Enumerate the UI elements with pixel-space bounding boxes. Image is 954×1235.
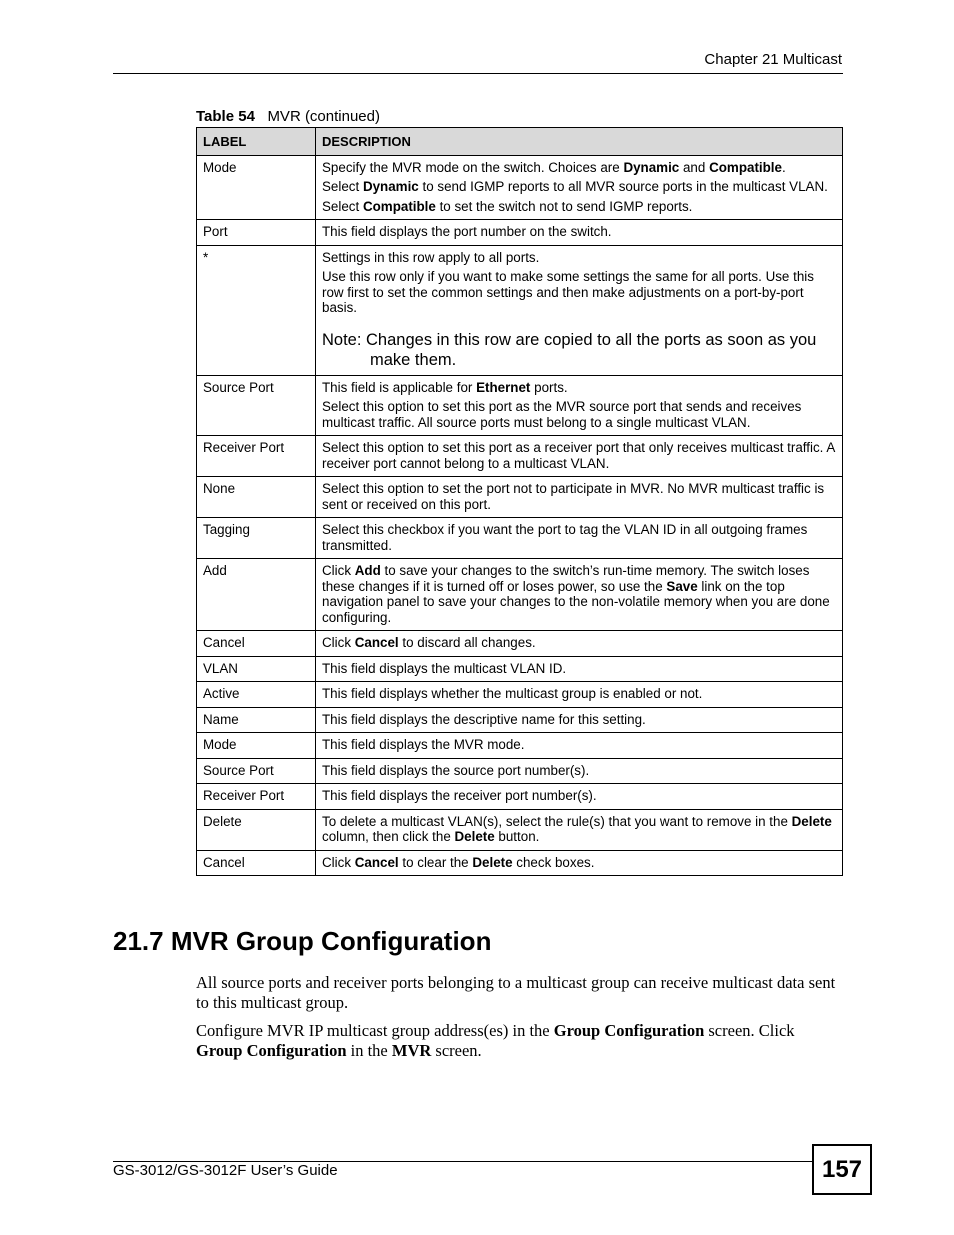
description-paragraph <box>322 179 836 195</box>
text-run: Select <box>322 198 363 214</box>
text-run: screen. <box>431 1041 482 1060</box>
row-note: Note: Changes in this row are copied to all the ports as soon as you make them. <box>322 330 817 369</box>
row-label: Receiver Port <box>197 436 316 477</box>
row-description <box>316 733 843 759</box>
description-paragraph <box>322 737 836 753</box>
text-run: button. <box>494 829 540 844</box>
text-run: Select this checkbox if you want the port to tag the VLAN ID in all outgoing frames transmitted. <box>322 522 808 553</box>
table-row <box>197 559 843 631</box>
table-row <box>197 809 843 850</box>
description-paragraph <box>322 686 836 702</box>
text-run: to set the switch not to send IGMP reports. <box>435 198 693 214</box>
table-row <box>197 245 843 375</box>
section-paragraph-2 <box>196 1021 842 1061</box>
row-description <box>316 850 843 876</box>
text-run: column, then click the <box>322 829 455 844</box>
row-label: Tagging <box>197 518 316 559</box>
bold-term: Compatible <box>362 198 436 214</box>
table-header-row <box>197 128 843 156</box>
header-rule <box>113 73 843 74</box>
text-run: Select this option to set this port as a receiver port that only receives multicast traffic. A receiver port cannot belong to a multicast VLAN. <box>322 440 835 471</box>
table-body <box>197 155 843 876</box>
bold-term: Delete <box>454 829 495 844</box>
description-paragraph <box>322 563 836 625</box>
table-row <box>197 375 843 436</box>
guide-title: GS-3012/GS-3012F User’s Guide <box>113 1162 338 1179</box>
bold-term: Delete <box>472 854 513 870</box>
description-paragraph <box>322 224 836 240</box>
description-paragraph <box>322 199 836 215</box>
text-run: This field displays the receiver port number(s). <box>322 788 597 803</box>
text-run: to send IGMP reports to all MVR source ports in the multicast VLAN. <box>418 179 828 194</box>
table-row <box>197 707 843 733</box>
row-description <box>316 477 843 518</box>
bold-term: Cancel <box>354 635 399 650</box>
section-title: 21.7 MVR Group Configuration <box>113 926 492 956</box>
row-description <box>316 784 843 810</box>
text-run: Settings in this row apply to all ports. <box>322 249 540 265</box>
table-caption-title: MVR (continued) <box>267 108 380 125</box>
text-run: Specify the MVR mode on the switch. Choices are <box>322 159 624 175</box>
table-row <box>197 631 843 657</box>
row-description <box>316 518 843 559</box>
row-label: Port <box>197 220 316 246</box>
description-paragraph <box>322 440 836 471</box>
row-description <box>316 707 843 733</box>
description-paragraph <box>322 269 836 316</box>
text-run: screen. Click <box>704 1021 795 1040</box>
row-description <box>316 758 843 784</box>
bold-term: Dynamic <box>623 159 680 175</box>
chapter-header: Chapter 21 Multicast <box>704 51 842 68</box>
table-row <box>197 850 843 876</box>
text-run: to clear the <box>398 854 473 870</box>
description-paragraph <box>322 250 836 266</box>
bold-term: Group Configuration <box>196 1041 347 1060</box>
text-run: Select this option to set the port not to participate in MVR. No MVR multicast traffic is sent or received on this port. <box>322 481 825 512</box>
text-run: to save your changes to the switch’s run-time memory. The switch loses these changes if it is turned off or loses power, so use the <box>322 563 810 594</box>
description-paragraph <box>322 160 836 176</box>
row-description <box>316 559 843 631</box>
text-run: This field is applicable for <box>322 379 477 395</box>
text-run: in the <box>346 1041 392 1060</box>
bold-term: Save <box>666 578 698 594</box>
description-paragraph <box>322 788 836 804</box>
text-run: Click <box>322 563 355 578</box>
text-run: Click <box>322 854 355 870</box>
table-row <box>197 518 843 559</box>
row-label: Cancel <box>197 631 316 657</box>
row-label: * <box>197 245 316 375</box>
table-row <box>197 436 843 477</box>
description-paragraph <box>322 763 836 779</box>
bold-term: MVR <box>391 1041 432 1060</box>
table-row <box>197 656 843 682</box>
row-label: Add <box>197 559 316 631</box>
text-run: check boxes. <box>512 854 595 870</box>
row-label: Active <box>197 682 316 708</box>
page-number: 157 <box>812 1144 872 1195</box>
row-description <box>316 436 843 477</box>
row-label: Mode <box>197 155 316 220</box>
column-header-label: LABEL <box>197 128 316 156</box>
text-run: This field displays the source port number(s). <box>322 762 590 778</box>
text-run: to discard all changes. <box>398 635 536 650</box>
table-caption-label: Table 54 <box>196 108 255 125</box>
row-description <box>316 682 843 708</box>
text-run: link on the top navigation panel to save your changes to the non-volatile memory when you are done configuring. <box>322 578 830 625</box>
table-caption <box>196 108 380 125</box>
text-run: This field displays whether the multicast group is enabled or not. <box>322 686 703 701</box>
row-label: Delete <box>197 809 316 850</box>
table-row <box>197 682 843 708</box>
column-header-description: DESCRIPTION <box>316 128 843 156</box>
description-paragraph <box>322 814 836 845</box>
text-run: This field displays the multicast VLAN ID. <box>322 660 567 676</box>
text-run: . <box>781 159 786 175</box>
description-paragraph <box>322 661 836 677</box>
row-description <box>316 245 843 375</box>
text-run: Select <box>322 179 363 194</box>
table-row <box>197 733 843 759</box>
text-run: and <box>679 159 710 175</box>
mvr-table <box>196 127 843 876</box>
row-label: Receiver Port <box>197 784 316 810</box>
text-run: To delete a multicast VLAN(s), select the rule(s) that you want to remove in the <box>322 813 792 829</box>
description-paragraph <box>322 481 836 512</box>
row-description <box>316 631 843 657</box>
text-run: Click <box>322 635 355 650</box>
text-run: This field displays the port number on the switch. <box>322 224 612 239</box>
description-paragraph <box>322 855 836 871</box>
row-label: Mode <box>197 733 316 759</box>
description-paragraph <box>322 399 836 430</box>
bold-term: Group Configuration <box>553 1021 705 1040</box>
row-description <box>316 656 843 682</box>
text-run: All source ports and receiver ports belonging to a multicast group can receive multicast data sent to this multicast group. <box>196 973 836 1012</box>
table-row <box>197 155 843 220</box>
description-paragraph <box>322 635 836 651</box>
bold-term: Ethernet <box>476 379 531 395</box>
row-description <box>316 220 843 246</box>
table-row <box>197 220 843 246</box>
row-label: Cancel <box>197 850 316 876</box>
row-label: Name <box>197 707 316 733</box>
table-row <box>197 758 843 784</box>
row-label: None <box>197 477 316 518</box>
text-run: Configure MVR IP multicast group address(es) in the <box>196 1021 554 1040</box>
table-row <box>197 784 843 810</box>
text-run: ports. <box>530 379 568 395</box>
bold-term: Compatible <box>709 159 782 175</box>
description-paragraph <box>322 712 836 728</box>
description-paragraph <box>322 522 836 553</box>
section-paragraph-1 <box>196 973 842 1013</box>
bold-term: Add <box>354 563 381 578</box>
text-run: Select this option to set this port as the MVR source port that sends and receives multicast traffic. All source ports must belong to a single multicast VLAN. <box>322 399 802 430</box>
text-run: This field displays the descriptive name for this setting. <box>322 711 646 727</box>
row-label: Source Port <box>197 758 316 784</box>
bold-term: Delete <box>791 813 832 829</box>
row-description <box>316 375 843 436</box>
bold-term: Dynamic <box>362 179 419 194</box>
row-description <box>316 155 843 220</box>
text-run: Use this row only if you want to make some settings the same for all ports. Use this row first to set the common settings and then make adjustments on a port-by-port basis. <box>322 269 814 315</box>
description-paragraph <box>322 380 836 396</box>
table-row <box>197 477 843 518</box>
row-description <box>316 809 843 850</box>
row-label: Source Port <box>197 375 316 436</box>
text-run: This field displays the MVR mode. <box>322 737 525 752</box>
bold-term: Cancel <box>354 854 399 870</box>
row-label: VLAN <box>197 656 316 682</box>
